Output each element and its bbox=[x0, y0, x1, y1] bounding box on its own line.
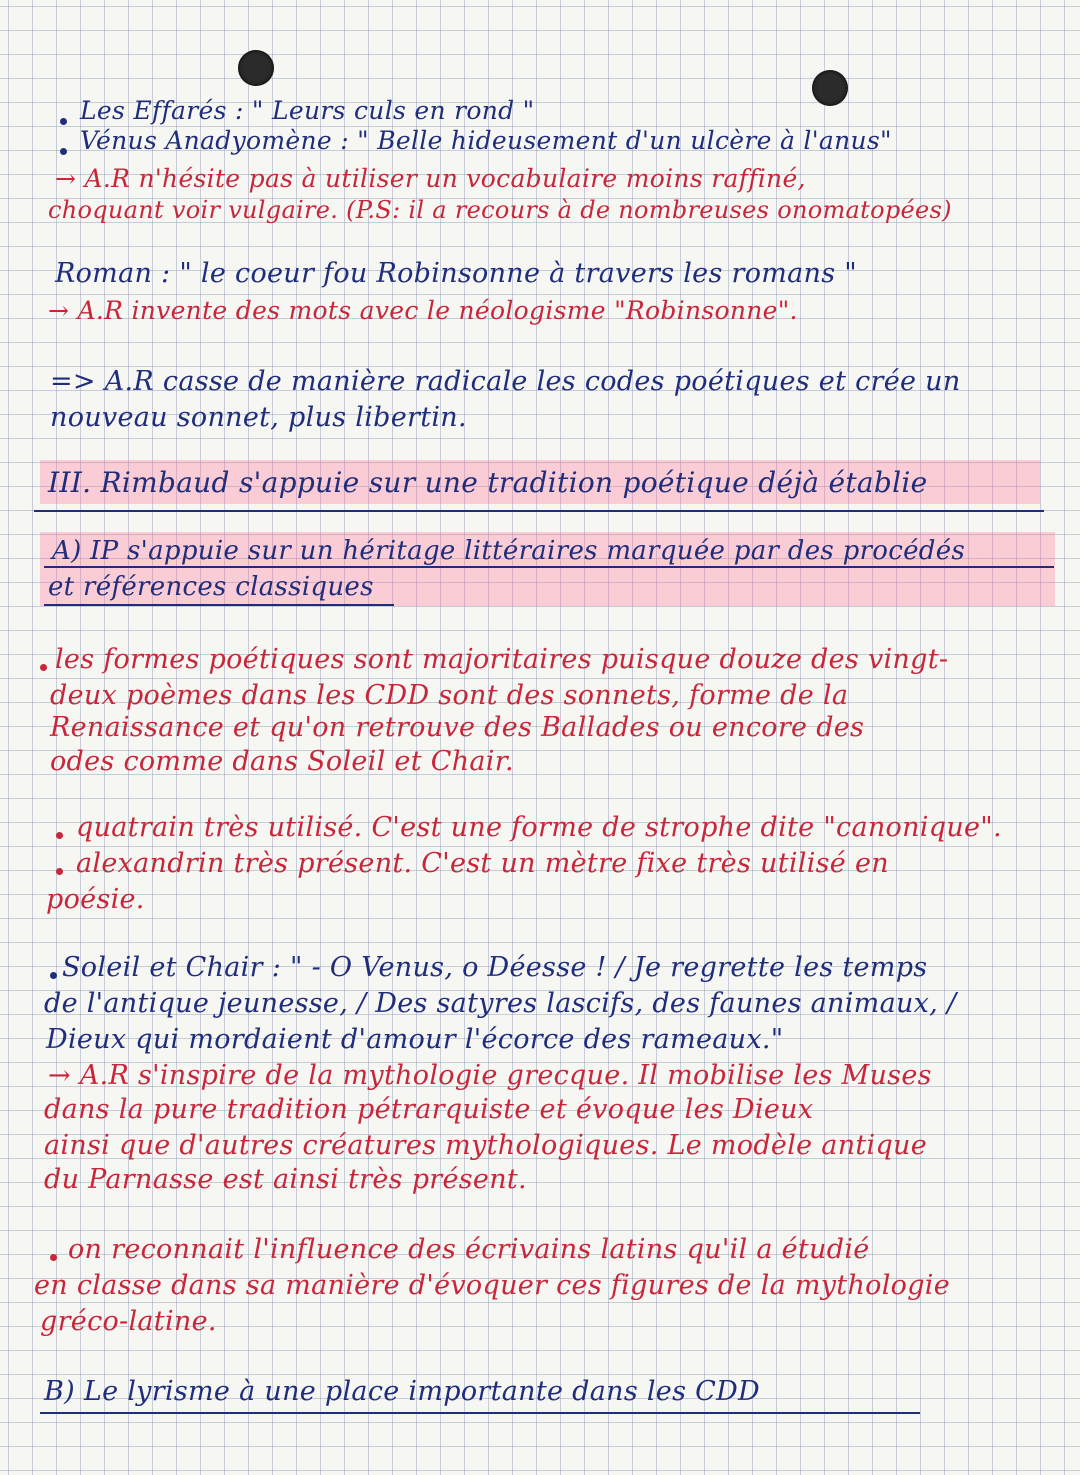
analysis-vocabulary-2: choquant voir vulgaire. (P.S: il a recours à de nombreuses onomatopées) bbox=[48, 196, 952, 224]
analysis-neologism: → A.R invente des mots avec le néologisme "Robinsonne". bbox=[48, 296, 798, 325]
subheading-B: B) Le lyrisme à une place importante dans les CDD bbox=[44, 1376, 760, 1407]
quote-roman: Roman : " le coeur fou Robinsonne à travers les romans " bbox=[55, 258, 858, 289]
mythology-analysis-3: ainsi que d'autres créatures mythologiques. Le modèle antique bbox=[44, 1130, 928, 1161]
forms-line-3: Renaissance et qu'on retrouve des Ballades ou encore des bbox=[50, 712, 865, 743]
forms-line-2: deux poèmes dans les CDD sont des sonnets, forme de la bbox=[50, 680, 849, 711]
bullet-dot bbox=[56, 868, 63, 875]
subheading-underline-2 bbox=[44, 604, 394, 606]
section-heading-III: III. Rimbaud s'appuie sur une tradition poétique déjà établie bbox=[48, 466, 928, 499]
forms-line-4: odes comme dans Soleil et Chair. bbox=[50, 746, 514, 777]
conclusion-line-2: nouveau sonnet, plus libertin. bbox=[50, 402, 467, 433]
punch-hole-left bbox=[238, 50, 274, 86]
alexandrin-line-1: alexandrin très présent. C'est un mètre fixe très utilisé en bbox=[76, 848, 889, 879]
mythology-analysis-2: dans la pure tradition pétrarquiste et évoque les Dieux bbox=[44, 1094, 814, 1125]
bullet-dot bbox=[50, 972, 57, 979]
conclusion-line-1: => A.R casse de manière radicale les codes poétiques et crée un bbox=[50, 366, 961, 397]
quote-les-effares: Les Effarés : " Leurs culs en rond " bbox=[80, 96, 535, 125]
forms-line-1: les formes poétiques sont majoritaires puisque douze des vingt- bbox=[55, 644, 949, 675]
subheading-underline bbox=[44, 566, 1054, 568]
quote-soleil-et-chair-3: Dieux qui mordaient d'amour l'écorce des rameaux." bbox=[46, 1024, 784, 1055]
heading-underline bbox=[34, 510, 1044, 512]
bullet-dot bbox=[60, 118, 67, 125]
latin-influence-1: on reconnait l'influence des écrivains latins qu'il a étudié bbox=[68, 1234, 870, 1265]
bullet-dot bbox=[60, 148, 67, 155]
quatrain-line: quatrain très utilisé. C'est une forme de strophe dite "canonique". bbox=[76, 812, 1002, 843]
quote-soleil-et-chair-2: de l'antique jeunesse, / Des satyres lascifs, des faunes animaux, / bbox=[44, 988, 957, 1019]
analysis-vocabulary-1: → A.R n'hésite pas à utiliser un vocabulaire moins raffiné, bbox=[55, 164, 806, 193]
alexandrin-line-2: poésie. bbox=[46, 884, 145, 915]
latin-influence-2: en classe dans sa manière d'évoquer ces figures de la mythologie bbox=[34, 1270, 950, 1301]
bullet-dot bbox=[40, 664, 47, 671]
subheading-A-line-1: A) IP s'appuie sur un héritage littéraires marquée par des procédés bbox=[52, 536, 966, 566]
quote-venus-anadyomene: Vénus Anadyomène : " Belle hideusement d'un ulcère à l'anus" bbox=[80, 126, 892, 155]
latin-influence-3: gréco-latine. bbox=[40, 1306, 217, 1337]
subheading-A-line-2: et références classiques bbox=[48, 572, 374, 602]
mythology-analysis-1: → A.R s'inspire de la mythologie grecque. Il mobilise les Muses bbox=[48, 1060, 932, 1091]
bullet-dot bbox=[56, 832, 63, 839]
bullet-dot bbox=[50, 1254, 57, 1261]
quote-soleil-et-chair-1: Soleil et Chair : " - O Venus, o Déesse ! / Je regrette les temps bbox=[62, 952, 928, 983]
subheading-B-underline bbox=[40, 1412, 920, 1414]
mythology-analysis-4: du Parnasse est ainsi très présent. bbox=[44, 1164, 527, 1195]
